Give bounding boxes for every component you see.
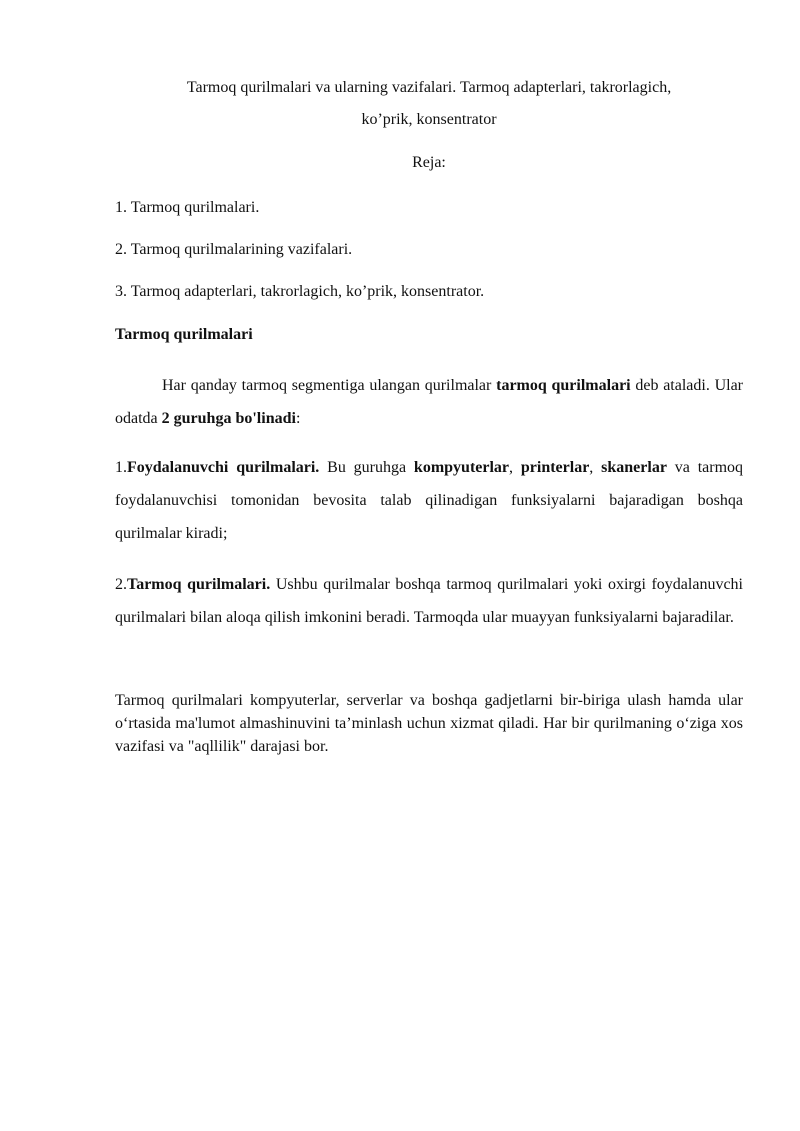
group-1-paragraph: 1.Foydalanuvchi qurilmalari. Bu guruhga kompyuterlar, printerlar, skanerlar va tarmoq foydalanuvchisi tomonidan bevosita talab qilinadigan funksiyalarni bajaradigan boshqa qurilmalar kiradi;: [115, 459, 744, 542]
summary-paragraph: Tarmoq qurilmalari kompyuterlar, serverlar va boshqa gadjetlarni bir-biriga ulash hamda ular oʻrtasida ma'lumot almashinuvini taʼminlash uchun xizmat qiladi. Har bir qurilmaning oʻziga xos vazifasi va "aqllilik" darajasi bor.: [115, 692, 743, 755]
group-2-paragraph: 2.Tarmoq qurilmalari. Ushbu qurilmalar boshqa tarmoq qurilmalari yoki oxirgi foydalanuvchi qurilmalari bilan aloqa qilish imkonini beradi. Tarmoqda ular muayyan funksiyalarni bajaradilar.: [115, 576, 743, 626]
intro-paragraph: Har qanday tarmoq segmentiga ulangan qurilmalar tarmoq qurilmalari deb ataladi. Ular odatda 2 guruhga bo'linadi:: [115, 377, 744, 427]
plan-item-1: 1. Tarmoq qurilmalari.: [115, 199, 260, 216]
title-line-2: ko’prik, konsentrator: [361, 111, 497, 128]
plan-item-2: 2. Tarmoq qurilmalarining vazifalari.: [115, 241, 353, 258]
title-line-1: Tarmoq qurilmalari va ularning vazifalari. Tarmoq adapterlari, takrorlagich,: [186, 79, 672, 96]
document-title: [115, 72, 743, 136]
plan-heading: Reja:: [412, 154, 446, 171]
section-heading: Tarmoq qurilmalari: [115, 326, 253, 343]
plan-item-3: 3. Tarmoq adapterlari, takrorlagich, ko’prik, konsentrator.: [115, 283, 485, 300]
